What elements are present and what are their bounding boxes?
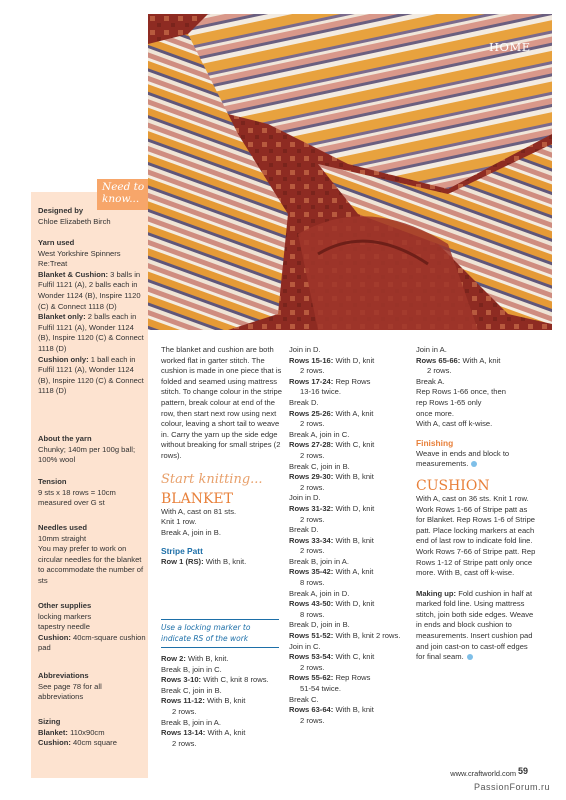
pattern-row: Break D. bbox=[289, 525, 319, 535]
pattern-row: Rows 33-34: With B, knit bbox=[289, 535, 374, 545]
blanket-line: Break A, join in B. bbox=[161, 527, 221, 537]
supply-item: tapestry needle bbox=[38, 622, 90, 632]
pattern-row: 2 rows. bbox=[172, 706, 197, 716]
pattern-row: 2 rows. bbox=[300, 366, 325, 376]
pattern-row: 2 rows. bbox=[300, 546, 325, 556]
yarn-used-heading: Yarn used bbox=[38, 238, 75, 247]
pattern-row: Join in A. bbox=[416, 345, 447, 354]
needles-heading: Needles used bbox=[38, 523, 87, 532]
pattern-row: Rows 13-14: With A, knit bbox=[161, 728, 246, 738]
designed-by-section bbox=[38, 206, 148, 227]
section-label: HOME bbox=[489, 40, 531, 54]
pattern-row: Break B, join in A. bbox=[161, 717, 221, 727]
pattern-row: Break A, join in C. bbox=[289, 429, 350, 439]
abbreviations-value: See page 78 for all abbreviations bbox=[38, 681, 102, 702]
pattern-row: rep Rows 1-65 only bbox=[416, 397, 482, 407]
pattern-row: once more. bbox=[416, 408, 454, 418]
pattern-row: Join in C. bbox=[289, 641, 321, 651]
pattern-row: Rows 43-50: With D, knit bbox=[289, 599, 375, 609]
blanket-photo-image bbox=[148, 14, 552, 330]
other-supplies-section bbox=[38, 601, 148, 654]
cushion-heading: CUSHION bbox=[416, 477, 490, 494]
yarn-used-section bbox=[38, 238, 148, 397]
start-knitting-heading: Start knitting... bbox=[161, 471, 263, 487]
yarn-line: Blanket & Cushion: 3 balls in Fulfil 1121 (A), 2 balls each in Wonder 1124 (B), Inspire 1120 (C) & Connect 1118 (D) bbox=[38, 269, 141, 311]
pattern-row: Rows 63-64: With B, knit bbox=[289, 705, 374, 715]
yarn-line: Blanket only: 2 balls each in Fulfil 1121 (A), Wonder 1124 (B), Inspire 1120 (C) & Connect 1118 (D) bbox=[38, 312, 144, 353]
end-dot-icon bbox=[467, 654, 473, 660]
pattern-row: Break B, join in C. bbox=[161, 664, 222, 674]
pattern-row: 2 rows. bbox=[427, 366, 452, 376]
pattern-row: Break C. bbox=[289, 694, 319, 704]
need-to-know-title: Need to know... bbox=[102, 181, 145, 205]
pattern-row: Rows 51-52: With B, knit 2 rows. bbox=[289, 631, 401, 641]
stripe-patt-heading: Stripe Patt bbox=[161, 546, 203, 557]
column-3-rows bbox=[416, 345, 538, 430]
supply-item: Cushion: 40cm-square cushion pad bbox=[38, 632, 146, 653]
designed-by-heading: Designed by bbox=[38, 206, 84, 215]
tension-section bbox=[38, 477, 148, 509]
pattern-row: 2 rows. bbox=[300, 450, 325, 460]
pattern-row: 8 rows. bbox=[300, 578, 325, 588]
column-2 bbox=[289, 345, 411, 726]
pattern-row: Rows 17-24: Rep Rows bbox=[289, 376, 371, 386]
finishing-text: Weave in ends and block to measurements. bbox=[416, 448, 510, 469]
sizing-cushion: Cushion: 40cm square bbox=[38, 738, 117, 748]
pattern-row: Row 2: With B, knit. bbox=[161, 654, 229, 663]
pattern-row: Break C, join in B. bbox=[161, 685, 222, 695]
yarn-line: Cushion only: 1 ball each in Fulfil 1121 (A), Wonder 1124 (B), Inspire 1120 (C) & Connect 1118 (D) bbox=[38, 354, 144, 396]
about-yarn-heading: About the yarn bbox=[38, 434, 92, 443]
pattern-row: Rows 65-66: With A, knit bbox=[416, 355, 501, 365]
intro-text: The blanket and cushion are both worked flat in garter stitch. The cushion is made in one piece that is folded and seamed using mattress stitch. To change colour in the stripe pattern, break colour at end of the row, then start next row using next colour, leaving a short tail to weave in. Carry the yarn up the side edge without breaking for small stripes (2 rows). bbox=[161, 345, 283, 460]
pattern-row: Break D. bbox=[289, 397, 319, 407]
pattern-row: Rows 31-32: With D, knit bbox=[289, 503, 375, 513]
finishing-heading: Finishing bbox=[416, 437, 454, 448]
abbreviations-section bbox=[38, 671, 148, 703]
pattern-row: Join in D. bbox=[289, 345, 321, 354]
pattern-row: 2 rows. bbox=[300, 514, 325, 524]
pattern-row: Rep Rows 1-66 once, then bbox=[416, 387, 506, 397]
sizing-blanket: Blanket: 110x90cm bbox=[38, 727, 105, 737]
pattern-row: Break B, join in A. bbox=[289, 556, 349, 566]
cushion-text: With A, cast on 36 sts. Knit 1 row. Work Rows 1-66 of Stripe patt as for Blanket. Rep Rows 1-6 of Stripe patt. Place locking markers at each end of last row to indicate fold line. Work Rows 7-66 of Stripe patt. Rep Rows 1-12 of Stripe patt only once more. With B, cast off k-wise. bbox=[416, 493, 536, 578]
other-supplies-heading: Other supplies bbox=[38, 601, 92, 610]
pattern-row: Rows 55-62: Rep Rows bbox=[289, 673, 371, 683]
pattern-row: 2 rows. bbox=[172, 738, 197, 748]
pattern-row: With A, cast off k-wise. bbox=[416, 419, 493, 429]
needles-section bbox=[38, 523, 148, 587]
pattern-row: 2 rows. bbox=[300, 715, 325, 725]
pattern-row: 2 rows. bbox=[300, 482, 325, 492]
needles-note: You may prefer to work on circular needles for the blanket to accommodate the number of sts bbox=[38, 544, 144, 585]
tension-value: 9 sts x 18 rows = 10cm measured over G st bbox=[38, 487, 116, 508]
pattern-row: Break A. bbox=[416, 376, 445, 386]
sizing-section bbox=[38, 717, 148, 749]
tip-box: Use a locking marker to indicate RS of the work bbox=[161, 619, 279, 648]
pattern-row: Rows 29-30: With B, knit bbox=[289, 472, 374, 482]
page-number: 59 bbox=[518, 766, 529, 776]
blanket-heading: BLANKET bbox=[161, 490, 233, 507]
pattern-row: Rows 25-26: With A, knit bbox=[289, 408, 374, 418]
pattern-row: Rows 53-54: With C, knit bbox=[289, 652, 375, 662]
column-3 bbox=[416, 345, 538, 663]
column-1-rows bbox=[161, 654, 283, 749]
about-yarn-value: Chunky; 140m per 100g ball; 100% wool bbox=[38, 444, 136, 465]
pattern-row: Rows 27-28: With C, knit bbox=[289, 440, 375, 450]
watermark: PassionForum.ru bbox=[473, 782, 550, 792]
designer-name: Chloe Elizabeth Birch bbox=[38, 216, 111, 226]
tension-heading: Tension bbox=[38, 477, 67, 486]
yarn-line: West Yorkshire Spinners Re:Treat bbox=[38, 248, 121, 269]
pattern-row: Break C, join in B. bbox=[289, 461, 350, 471]
pattern-row: Rows 35-42: With A, knit bbox=[289, 567, 374, 577]
pattern-row: Break A, join in D. bbox=[289, 588, 350, 598]
blanket-photo bbox=[148, 14, 552, 330]
pattern-row: 13-16 twice. bbox=[300, 387, 341, 397]
making-up-text: Making up: Fold cushion in half at marked fold line. Using mattress stitch, join both side edges. Weave in ends and block cushion to measurements. Insert cushion pad and join cast-on to cast-off edges for final seam. bbox=[416, 588, 534, 662]
pattern-row: 2 rows. bbox=[300, 662, 325, 672]
about-yarn-section bbox=[38, 434, 148, 466]
row-1: Row 1 (RS): With B, knit. bbox=[161, 557, 247, 567]
sizing-heading: Sizing bbox=[38, 717, 61, 726]
blanket-line: With A, cast on 81 sts. bbox=[161, 506, 237, 516]
pattern-row: 8 rows. bbox=[300, 609, 325, 619]
blanket-line: Knit 1 row. bbox=[161, 517, 197, 527]
supply-item: locking markers bbox=[38, 611, 92, 621]
pattern-row: 51-54 twice. bbox=[300, 684, 341, 693]
pattern-row: Join in D. bbox=[289, 493, 321, 503]
pattern-row: Rows 11-12: With B, knit bbox=[161, 696, 246, 706]
column-1 bbox=[161, 345, 283, 568]
end-dot-icon bbox=[471, 461, 477, 467]
pattern-row: Break D, join in B. bbox=[289, 620, 350, 630]
abbreviations-heading: Abbreviations bbox=[38, 671, 89, 680]
pattern-row: 2 rows. bbox=[300, 419, 325, 429]
pattern-row: Rows 3-10: With C, knit 8 rows. bbox=[161, 675, 269, 685]
needles-value: 10mm straight bbox=[38, 533, 87, 543]
footer-site: www.craftworld.com bbox=[450, 769, 516, 778]
pattern-row: Rows 15-16: With D, knit bbox=[289, 355, 375, 365]
